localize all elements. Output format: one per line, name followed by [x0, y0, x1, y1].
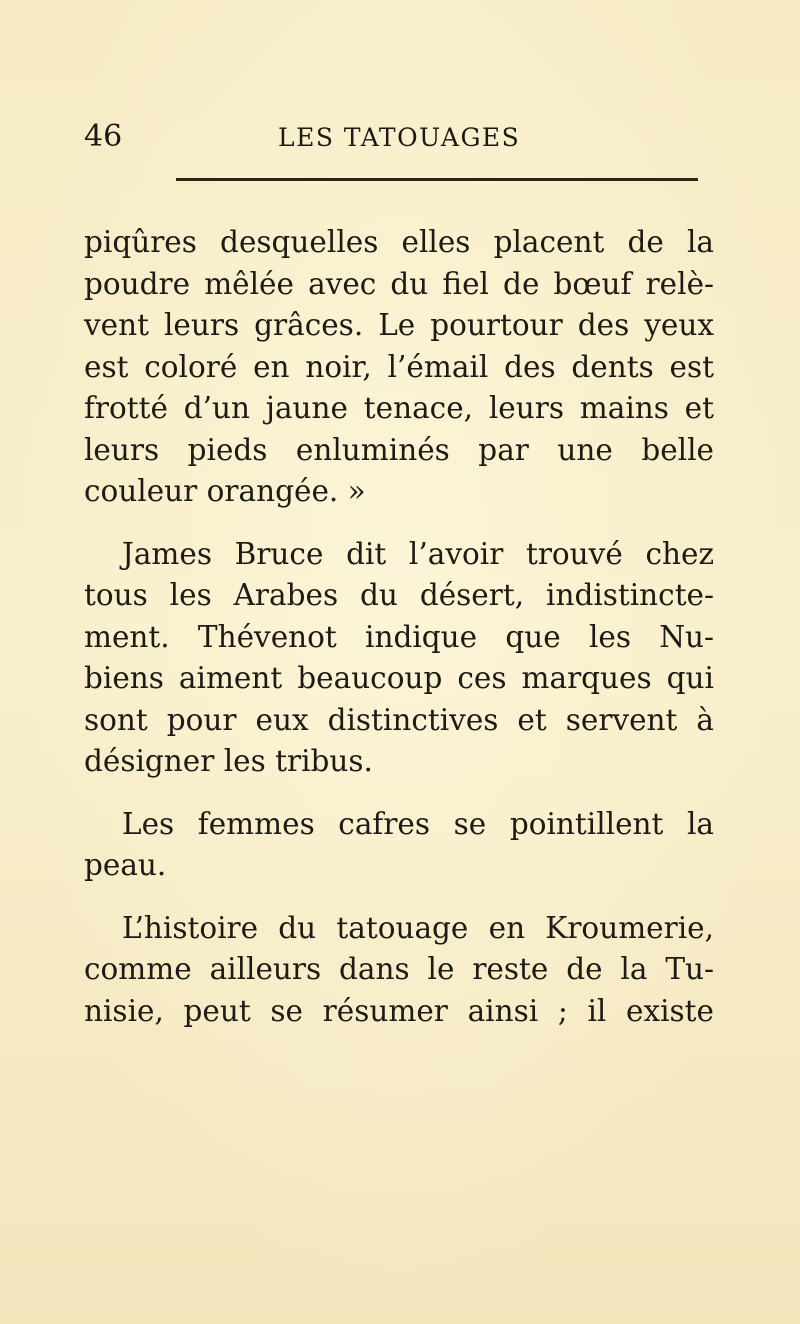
paragraph-gap: [84, 513, 714, 534]
page-number: 46: [84, 119, 123, 154]
text-line: désigner les tribus.: [84, 744, 373, 778]
text-line: sont pour eux distinctives et servent à: [84, 702, 714, 737]
text-line: piqûres desquelles elles placent de la: [84, 225, 714, 259]
paragraph-2: [84, 534, 714, 783]
paragraph-3: [84, 804, 714, 887]
text-line: ment. Thévenot indique que les Nu-: [84, 619, 714, 654]
text-line: L’histoire du tatouage en Kroumerie,: [122, 910, 714, 945]
text-line: tous les Arabes du désert, indistincte-: [84, 578, 714, 612]
paragraph-1: [84, 222, 714, 513]
header-rule: [176, 178, 698, 181]
text-line: leurs pieds enluminés par une belle: [84, 432, 714, 467]
text-line: vent leurs grâces. Le pourtour des yeux: [84, 308, 714, 342]
text-line: biens aiment beaucoup ces marques qui: [84, 661, 714, 695]
text-line: frotté d’un jaune tenace, leurs mains et: [84, 391, 714, 425]
text-line: couleur orangée. »: [84, 474, 366, 508]
text-line: peau.: [84, 848, 167, 882]
paragraph-gap: [84, 887, 714, 908]
text-line: nisie, peut se résumer ainsi ; il existe: [84, 993, 714, 1028]
text-line: poudre mêlée avec du fiel de bœuf relè-: [84, 266, 714, 301]
paragraph-gap: [84, 783, 714, 804]
text-line: comme ailleurs dans le reste de la Tu-: [84, 952, 714, 986]
body-text: [84, 222, 714, 1032]
running-title: LES TATOUAGES: [278, 123, 521, 152]
page-header: [0, 117, 800, 157]
text-line: James Bruce dit l’avoir trouvé chez: [122, 536, 714, 571]
text-line: Les femmes cafres se pointillent la: [122, 806, 714, 841]
paragraph-4: [84, 908, 714, 1033]
text-line: est coloré en noir, l’émail des dents est: [84, 349, 714, 384]
